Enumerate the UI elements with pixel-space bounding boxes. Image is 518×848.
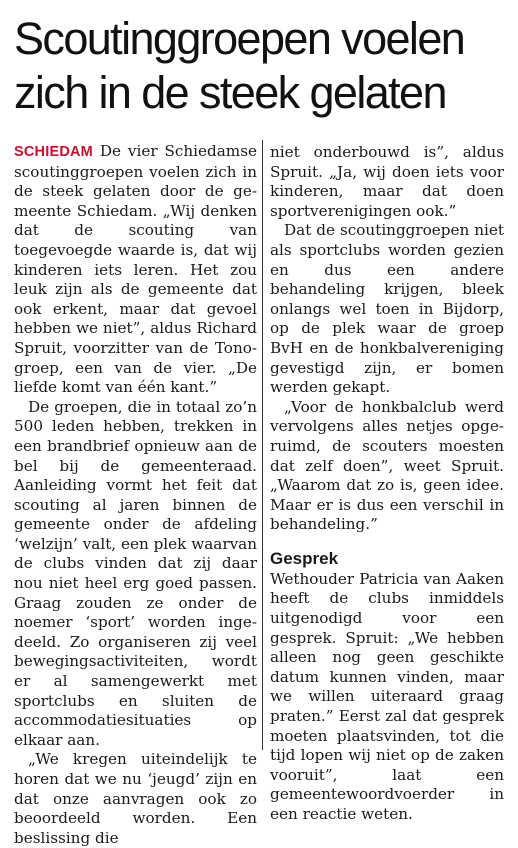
lead-text: De vier Schiedamse scoutinggroepen voelen zich in de steek gelaten door de gemeente Schiedam. „Wij denken dat de scouting van toegevoegde waarde is, dat wij kinderen iets leren. Het zou leuk zijn als de gemeente dat ook erkent, maar dat gevoel hebben we niet”, aldus Richard Spruit, voorzitter van de Tono-groep, een van de vier. „De liefde komt van één kant.” [14,142,257,397]
body-paragraph: „Voor de honkbalclub werd vervolgens alles netjes opgeruimd, de scouters moesten dat zelf doen”, weet Spruit. „Waarom dat zo is, geen idee. Maar er is dus een verschil in behandeling.” [270,397,504,534]
body-paragraph: Dat de scoutinggroepen niet als sportclubs worden gezien en dus een andere behandeling krijgen, bleek onlangs wel toen in Bijdorp, op de plek waar de groep BvH en de honkbalvereniging gevestigd zijn, er bomen werden gekapt. [270,221,504,397]
headline: Scoutinggroepen voelen zich in de steek gelaten [14,13,465,118]
lead-paragraph [14,142,257,398]
subheading: Gesprek [270,548,339,568]
column-divider [262,140,263,750]
dateline: SCHIEDAM [14,144,93,160]
body-paragraph: „We kregen uiteindelijk te horen dat we nu ‘jeugd’ zijn en dat onze aanvragen ook zo beoordeeld worden. Een beslissing die [14,750,257,847]
body-paragraph: De groepen, die in totaal zo’n 500 leden hebben, trekken in een brandbrief opnieuw aan de bel bij de gemeenteraad. Aanleiding vormt het feit dat scouting al jaren binnen de gemeente onder de afdeling ‘welzijn’ valt, een plek waarvan de clubs vinden dat zij daar nou niet heel erg goed passen. Graag zouden ze onder de noemer ‘sport’ worden ingedeeld. Zo organiseren zij veel bewegingsactiviteiten, wordt er al samengewerkt met sportclubs en sluiten de accommodatiesituaties op elkaar aan. [14,397,257,749]
right-column [270,143,504,825]
left-column [14,142,257,848]
continued-paragraph: niet onderbouwd is”, aldus Spruit. „Ja, wij doen iets voor kinderen, maar dat doen sportverenigingen ook.” [270,143,504,220]
body-paragraph: Wethouder Patricia van Aaken heeft de clubs inmiddels uitgenodigd voor een gesprek. Spruit: „We hebben alleen nog geen geschikte datum kunnen vinden, maar we willen uiteraard graag praten.” Eerst zal dat gesprek moeten plaatsvinden, tot die tijd lopen wij niet op de zaken vooruit”, laat een gemeentewoordvoerder in een reactie weten. [270,569,504,823]
